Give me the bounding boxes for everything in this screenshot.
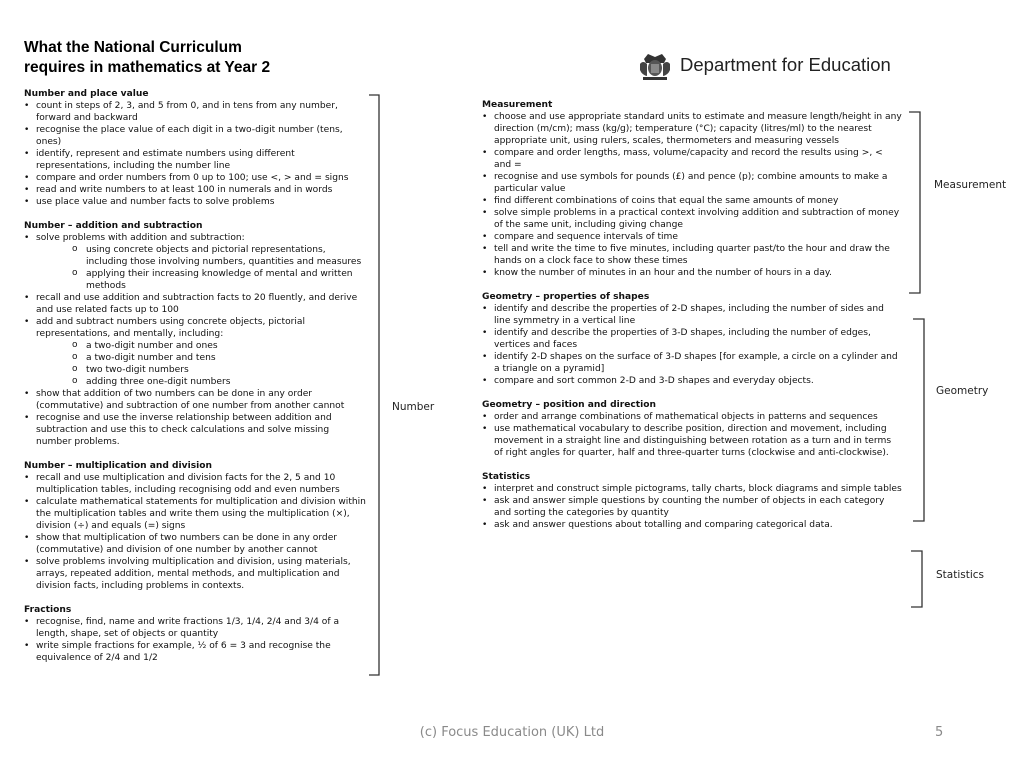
sub-list-item: o adding three one-digit numbers: [36, 376, 366, 388]
list-item-text: ask and answer questions about totalling and comparing categorical data.: [494, 520, 833, 530]
list-item-text: recognise and use symbols for pounds (£) and pence (p); combine amounts to make a particular value: [494, 172, 888, 194]
list-item: [482, 243, 902, 267]
list-item: [482, 423, 902, 459]
list-item-text: count in steps of 2, 3, and 5 from 0, and in tens from any number, forward and backward: [36, 101, 338, 123]
list-item-text: identify 2-D shapes on the surface of 3-D shapes [for example, a circle on a cylinder and a triangle on a pyramid]: [494, 352, 898, 374]
list-item-text: identify, represent and estimate numbers using different representations, including the number line: [36, 149, 295, 171]
list-item: [482, 171, 902, 195]
list-item-text: order and arrange combinations of mathematical objects in patterns and sequences: [494, 412, 878, 422]
list-item-text: show that multiplication of two numbers can be done in any order (commutative) and division of one number by another cannot: [36, 533, 338, 555]
list-item: [24, 100, 366, 124]
list-item: [482, 231, 902, 243]
list-item: [24, 196, 366, 208]
logo-text: Department for Education: [680, 54, 891, 75]
list-item-text: recognise the place value of each digit in a two-digit number (tens, ones): [36, 125, 343, 147]
list-item: [24, 316, 366, 388]
page-number: 5: [935, 725, 944, 740]
list-item-text: use place value and number facts to solve problems: [36, 197, 275, 207]
list-item-text: recognise and use the inverse relationship between addition and subtraction and use this to check calculations and solve missing number problems.: [36, 413, 332, 447]
list-item-text: know the number of minutes in an hour and the number of hours in a day.: [494, 268, 832, 278]
list-item-text: recall and use addition and subtraction facts to 20 fluently, and derive and use related facts up to 100: [36, 293, 358, 315]
left-column: [24, 88, 366, 676]
list-item: [24, 412, 366, 448]
section: [482, 99, 902, 279]
list-item-text: solve problems with addition and subtraction:: [36, 233, 245, 243]
section: [24, 220, 366, 448]
number-label: Number: [392, 401, 435, 413]
measurement-bracket: [908, 111, 924, 294]
measurement-label: Measurement: [934, 179, 1007, 191]
list-item-text: add and subtract numbers using concrete objects, pictorial representations, and mentally, including:: [36, 317, 306, 339]
geometry-label: Geometry: [936, 385, 989, 397]
list-item-text: compare and order lengths, mass, volume/capacity and record the results using >, < and =: [494, 148, 883, 170]
list-item-text: recognise, find, name and write fractions 1/3, 1/4, 2/4 and 3/4 of a length, shape, set of objects or quantity: [36, 617, 340, 639]
section: [24, 604, 366, 664]
geometry-bracket: [912, 318, 928, 522]
list-item: [24, 496, 366, 532]
list-item-text: identify and describe the properties of 3-D shapes, including the number of edges, vertices and faces: [494, 328, 871, 350]
section-heading: Measurement: [482, 100, 553, 110]
list-item-text: calculate mathematical statements for multiplication and division within the multiplication tables and write them using the multiplication (×), division (÷) and equals (=) signs: [36, 497, 366, 531]
section-heading: Number – addition and subtraction: [24, 221, 203, 231]
section: [482, 399, 902, 459]
list-item: [24, 148, 366, 172]
section: [482, 471, 902, 531]
sub-list-item: o a two-digit number and tens: [36, 352, 366, 364]
footer-credit: (c) Focus Education (UK) Ltd: [419, 725, 605, 740]
list-item: [482, 495, 902, 519]
section-heading: Geometry – properties of shapes: [482, 292, 650, 302]
list-item: [482, 483, 902, 495]
statistics-bracket: [910, 550, 926, 608]
list-item: [482, 195, 902, 207]
list-item-text: solve simple problems in a practical context involving addition and subtraction of money of the same unit, including giving change: [494, 208, 900, 230]
list-item: [482, 327, 902, 351]
page-title: [24, 38, 354, 78]
list-item: [24, 532, 366, 556]
section-heading: Number – multiplication and division: [24, 461, 212, 471]
right-column: [482, 99, 902, 543]
list-item: [24, 472, 366, 496]
list-item: [482, 207, 902, 231]
title-line-2: requires in mathematics at Year 2: [24, 59, 271, 76]
list-item: [24, 292, 366, 316]
number-bracket: [368, 94, 384, 676]
list-item-text: show that addition of two numbers can be done in any order (commutative) and subtraction of one number from another cannot: [36, 389, 345, 411]
list-item-text: tell and write the time to five minutes, including quarter past/to the hour and draw the hands on a clock face to show these times: [494, 244, 890, 266]
list-item: [482, 519, 902, 531]
list-item: [482, 267, 902, 279]
sub-list-item: o using concrete objects and pictorial representations, including those involving numbers, quantities and measures: [36, 244, 366, 268]
sub-list-item: o two two-digit numbers: [36, 364, 366, 376]
list-item-text: find different combinations of coins that equal the same amounts of money: [494, 196, 839, 206]
sub-list-item: o a two-digit number and ones: [36, 340, 366, 352]
list-item: [24, 556, 366, 592]
list-item-text: identify and describe the properties of 2-D shapes, including the number of sides and line symmetry in a vertical line: [494, 304, 884, 326]
crest-icon: [636, 50, 674, 82]
list-item: [24, 232, 366, 292]
statistics-label: Statistics: [936, 569, 984, 581]
list-item-text: read and write numbers to at least 100 in numerals and in words: [36, 185, 333, 195]
sub-list-item: o applying their increasing knowledge of mental and written methods: [36, 268, 366, 292]
section-heading: Statistics: [482, 472, 531, 482]
list-item-text: write simple fractions for example, ½ of 6 = 3 and recognise the equivalence of 2/4 and 1/2: [36, 641, 331, 663]
list-item: [24, 184, 366, 196]
section-heading: Number and place value: [24, 89, 149, 99]
list-item: [24, 388, 366, 412]
list-item: [482, 351, 902, 375]
list-item: [24, 124, 366, 148]
list-item-text: compare and sort common 2-D and 3-D shapes and everyday objects.: [494, 376, 814, 386]
list-item-text: use mathematical vocabulary to describe position, direction and movement, including movement in a straight line and distinguishing between rotation as a turn and in terms of right angles for quarter, half and three-quarter turns (clockwise and anti-clockwise).: [494, 424, 892, 458]
list-item-text: solve problems involving multiplication and division, using materials, arrays, repeated addition, mental methods, and multiplication and division facts, including problems in contexts.: [36, 557, 351, 591]
list-item: [482, 375, 902, 387]
list-item-text: recall and use multiplication and division facts for the 2, 5 and 10 multiplication tables, including recognising odd and even numbers: [36, 473, 340, 495]
list-item-text: compare and order numbers from 0 up to 100; use <, > and = signs: [36, 173, 349, 183]
section: [24, 460, 366, 592]
list-item-text: compare and sequence intervals of time: [494, 232, 679, 242]
list-item: [482, 147, 902, 171]
section: [24, 88, 366, 208]
list-item-text: interpret and construct simple pictograms, tally charts, block diagrams and simple tables: [494, 484, 902, 494]
list-item: [482, 411, 902, 423]
list-item: [482, 111, 902, 147]
list-item-text: choose and use appropriate standard units to estimate and measure length/height in any direction (m/cm); mass (kg/g); temperature (°C); capacity (litres/ml) to the nearest appropriate unit, using rulers, scales, thermometers and measuring vessels: [494, 112, 902, 146]
list-item-text: ask and answer simple questions by counting the number of objects in each category and sorting the categories by quantity: [494, 496, 885, 518]
list-item: [24, 640, 366, 664]
list-item: [482, 303, 902, 327]
list-item: [24, 172, 366, 184]
section-heading: Geometry – position and direction: [482, 400, 656, 410]
section: [482, 291, 902, 387]
title-line-1: What the National Curriculum: [24, 39, 242, 56]
section-heading: Fractions: [24, 605, 72, 615]
list-item: [24, 616, 366, 640]
